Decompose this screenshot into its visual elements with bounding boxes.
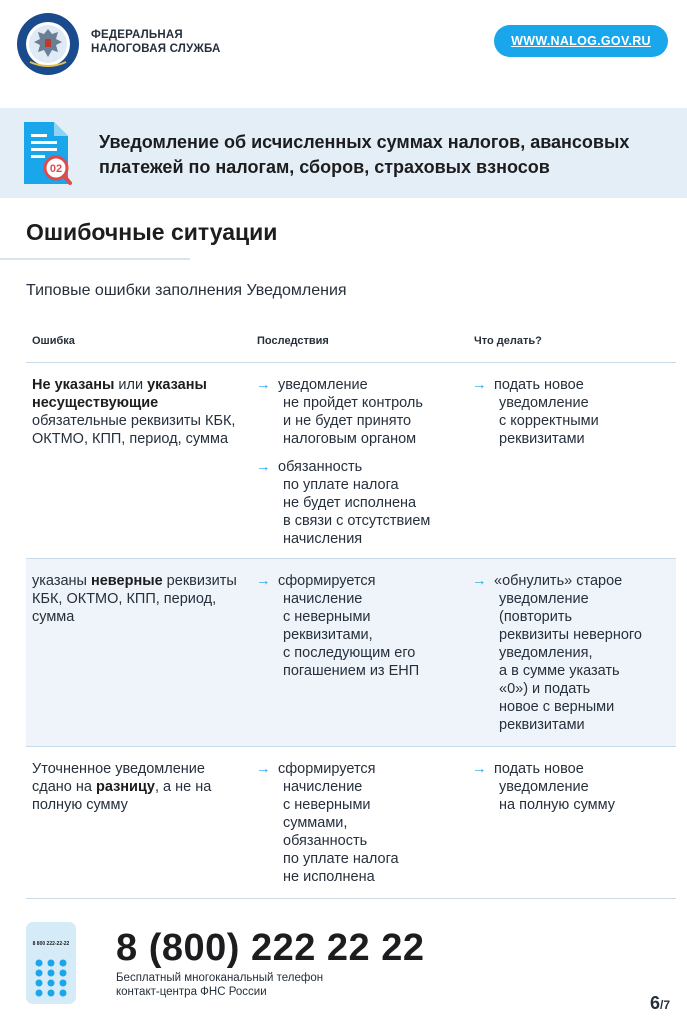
action-line: «0») и подать <box>499 681 591 697</box>
hotline-description-line2: контакт-центра ФНС России <box>116 986 267 998</box>
action-line: новое с верными <box>499 699 615 715</box>
org-name-line1: ФЕДЕРАЛЬНАЯ <box>91 29 183 41</box>
action-line: реквизитами <box>499 431 585 447</box>
page-header <box>0 0 687 90</box>
error-bold-text: разницу <box>95 779 155 795</box>
org-name-line2: НАЛОГОВАЯ СЛУЖБА <box>91 43 221 55</box>
section-subtitle: Типовые ошибки заполнения Уведомления <box>26 282 347 299</box>
page-current: 6 <box>650 993 661 1013</box>
hotline-phone-number[interactable]: 8 (800) 222 22 22 <box>116 927 425 969</box>
fns-emblem-icon <box>16 12 80 76</box>
consequence-item <box>256 458 431 548</box>
consequence-line: не будет исполнена <box>283 495 417 511</box>
arrow-right-icon: → <box>472 761 487 777</box>
consequence-line: обязанность <box>278 459 363 475</box>
action-line: с корректными <box>499 413 599 429</box>
document-title: Уведомление об исчисленных суммах налогов, авансовых платежей по налогам, сборов, страховых взносов <box>99 132 630 177</box>
page-total: /7 <box>660 998 671 1012</box>
consequence-line: не пройдет контроль <box>283 395 423 411</box>
arrow-right-icon: → <box>256 377 271 393</box>
org-name <box>91 28 221 56</box>
phone-icon-text: 8 800 222-22-22 <box>32 941 70 947</box>
column-header-consequences: Последствия <box>257 335 329 347</box>
consequence-line: уведомление <box>278 377 368 393</box>
action-line: реквизиты неверного <box>499 627 642 643</box>
action-line: подать новое <box>494 377 584 393</box>
consequence-line: по уплате налога <box>283 851 399 867</box>
error-bold-text: Не указаны <box>32 377 115 393</box>
column-header-action: Что делать? <box>474 335 542 347</box>
error-bold-text: указаны несуществующие <box>32 377 207 411</box>
error-cell <box>32 376 237 448</box>
error-text: Уточненное уведомление сдано на <box>32 761 205 795</box>
consequence-line: налоговым органом <box>283 431 417 447</box>
action-item <box>472 376 599 448</box>
section-title: Ошибочные ситуации <box>26 219 278 245</box>
consequence-line: начисления <box>283 531 363 547</box>
arrow-right-icon: → <box>256 573 271 589</box>
arrow-right-icon: → <box>472 573 487 589</box>
consequence-line: с неверными <box>283 797 371 813</box>
action-line: на полную сумму <box>499 797 616 813</box>
website-link-button[interactable]: WWW.NALOG.GOV.RU <box>494 25 668 57</box>
column-header-error: Ошибка <box>32 335 75 347</box>
consequence-item <box>256 376 423 448</box>
error-text: обязательные реквизиты КБК, ОКТМО, КПП, период, сумма <box>32 413 236 447</box>
action-item <box>472 760 616 814</box>
action-line: «обнулить» старое <box>494 573 623 589</box>
consequence-line: сформируется <box>278 761 376 777</box>
consequence-line: обязанность <box>283 833 368 849</box>
action-line: а в сумме указать <box>499 663 620 679</box>
error-cell <box>32 760 237 814</box>
document-search-icon <box>22 120 72 186</box>
consequence-line: начисление <box>283 779 363 795</box>
action-line: уведомление <box>499 591 589 607</box>
consequence-line: и не будет принято <box>283 413 412 429</box>
consequence-line: сформируется <box>278 573 376 589</box>
arrow-right-icon: → <box>472 377 487 393</box>
page-number <box>650 993 670 1014</box>
consequence-line: с последующим его <box>283 645 416 661</box>
error-cell <box>32 572 237 626</box>
document-icon-number: 02 <box>49 163 63 175</box>
footer-divider <box>26 898 676 899</box>
consequence-item <box>256 760 399 886</box>
consequence-item <box>256 572 420 680</box>
consequence-line: с неверными <box>283 609 371 625</box>
action-line: уведомления, <box>499 645 593 661</box>
consequence-line: не исполнена <box>283 869 375 885</box>
hotline-description-line1: Бесплатный многоканальный телефон <box>116 972 324 984</box>
consequence-line: по уплате налога <box>283 477 399 493</box>
consequence-line: погашением из ЕНП <box>283 663 420 679</box>
phone-icon <box>26 922 76 1004</box>
action-line: уведомление <box>499 779 589 795</box>
action-line: (повторить <box>499 609 573 625</box>
error-text: реквизиты КБК, ОКТМО, КПП, период, сумма <box>32 573 237 625</box>
arrow-right-icon: → <box>256 761 271 777</box>
consequence-line: суммами, <box>283 815 348 831</box>
action-line: реквизитами <box>499 717 585 733</box>
action-line: подать новое <box>494 761 584 777</box>
consequence-line: начисление <box>283 591 363 607</box>
error-text: или <box>114 377 148 393</box>
consequence-line: в связи с отсутствием <box>283 513 431 529</box>
error-bold-text: неверные <box>90 573 163 589</box>
action-item <box>472 572 642 734</box>
hotline-description <box>116 971 323 999</box>
section-divider <box>0 258 190 260</box>
consequence-line: реквизитами, <box>283 627 373 643</box>
action-line: уведомление <box>499 395 589 411</box>
arrow-right-icon: → <box>256 459 271 475</box>
error-text: , а не на полную сумму <box>32 779 212 813</box>
error-text: указаны <box>32 573 91 589</box>
